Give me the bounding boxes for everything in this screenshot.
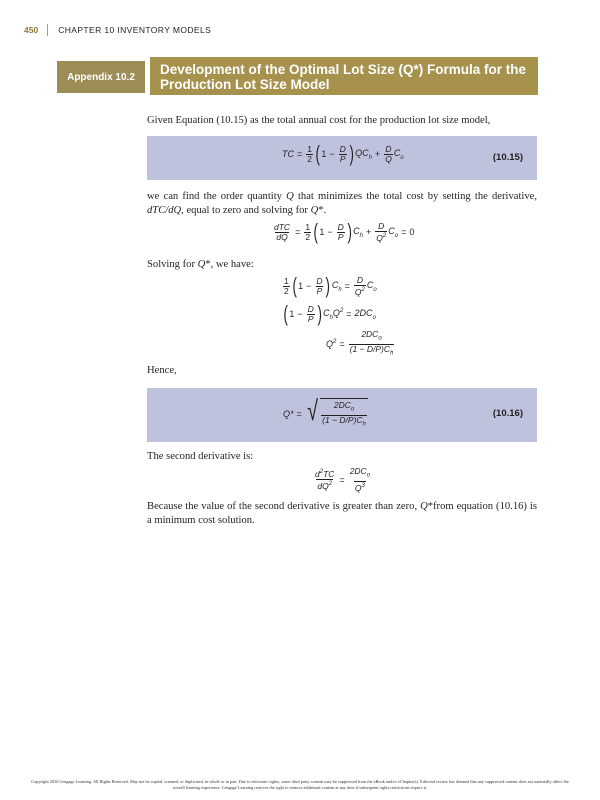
solving-text-a: Solving for	[147, 259, 198, 270]
appendix-tag: Appendix 10.2	[57, 61, 145, 93]
copyright-footer: Copyright 2016 Cengage Learning. All Rights Reserved. May not be copied, scanned, or duplicated, in whole or in part. Due to electronic rights, some third party content may be suppressed from the eBook and/or eChapter(s). Editorial review has deemed that any suppressed content does not materially affect the overall learning experience. Cengage Learning reserves the right to remove additional content at any time if subsequent rights restrictions require it.	[31, 779, 569, 790]
equation-number-10-16: (10.16)	[492, 408, 523, 419]
derivative-equation: $\frac{\text{dTC}}{dQ}$ = $\frac{1}{2}$ ( 1 − $\frac{D}{P}$ ) $C_h$ + $\frac{D}{Q^2}$ $C_o$ = 0	[274, 219, 415, 245]
p2-text-a: we can find the order quantity	[147, 191, 287, 202]
final-text-c: *from equation (10.16) is a minimum cost solution.	[147, 501, 537, 526]
p2-text-g: *.	[318, 205, 327, 216]
equation-number-10-15: (10.15)	[492, 152, 523, 163]
equation-box-10-16	[147, 388, 537, 442]
chapter-title: CHAPTER 10 INVENTORY MODELS	[58, 25, 212, 35]
solving-equation-2: ( 1 − $\frac{D}{P}$ ) $C_hQ^2$ = $2DC_o$	[283, 301, 376, 326]
solving-equation-1: $\frac{1}{2}$ ( 1 − $\frac{D}{P}$ ) $C_h$ = $\frac{D}{Q^2}$ $C_o$	[284, 273, 377, 299]
equation-10-15: TC = $\frac{1}{2}$ ( 1 − $\frac{D}{P}$ ) $QC_h$ + $\frac{D}{Q}$ $C_o$	[282, 141, 404, 166]
second-derivative-equation: $\frac{d^2TC}{dQ^2}$ = $\frac{2DC_o}{Q^3}$	[315, 466, 371, 493]
derivative-paragraph	[147, 190, 537, 218]
equation-box-10-15	[147, 136, 537, 180]
conclusion-paragraph	[147, 500, 537, 528]
header-divider	[47, 24, 48, 36]
page-number: 450	[24, 25, 39, 35]
solving-paragraph	[147, 258, 537, 272]
hence-paragraph: Hence,	[147, 365, 177, 376]
p2-text-e: , equal to zero and solving for	[181, 205, 311, 216]
second-derivative-paragraph: The second derivative is:	[147, 451, 254, 462]
p2-text-b: Q	[286, 191, 294, 202]
p2-text-f: Q	[310, 205, 319, 216]
solving-text-b: Q	[197, 259, 206, 270]
running-head	[24, 24, 211, 36]
solving-text-c: *, we have:	[205, 259, 254, 270]
appendix-title-line-2: Production Lot Size Model	[160, 77, 330, 92]
intro-paragraph: Given Equation (10.15) as the total annual cost for the production lot size model,	[147, 115, 491, 126]
equation-10-16: Q* = √ $\frac{2DC_o}{(1 - D/P)C_h}$	[283, 395, 366, 428]
appendix-title-line-1: Development of the Optimal Lot Size (Q*) Formula for the	[160, 62, 527, 77]
solving-equation-3: $Q^2$ = $\frac{2DC_o}{(1 - D/P)C_h}$	[326, 329, 394, 357]
p2-text-d: dTC/dQ	[147, 205, 182, 216]
final-text-a: Because the value of the second derivative is greater than zero,	[147, 501, 421, 512]
p2-text-c: that minimizes the total cost by setting the derivative,	[293, 191, 537, 202]
final-text-b: Q	[420, 501, 428, 512]
appendix-title	[150, 57, 538, 95]
